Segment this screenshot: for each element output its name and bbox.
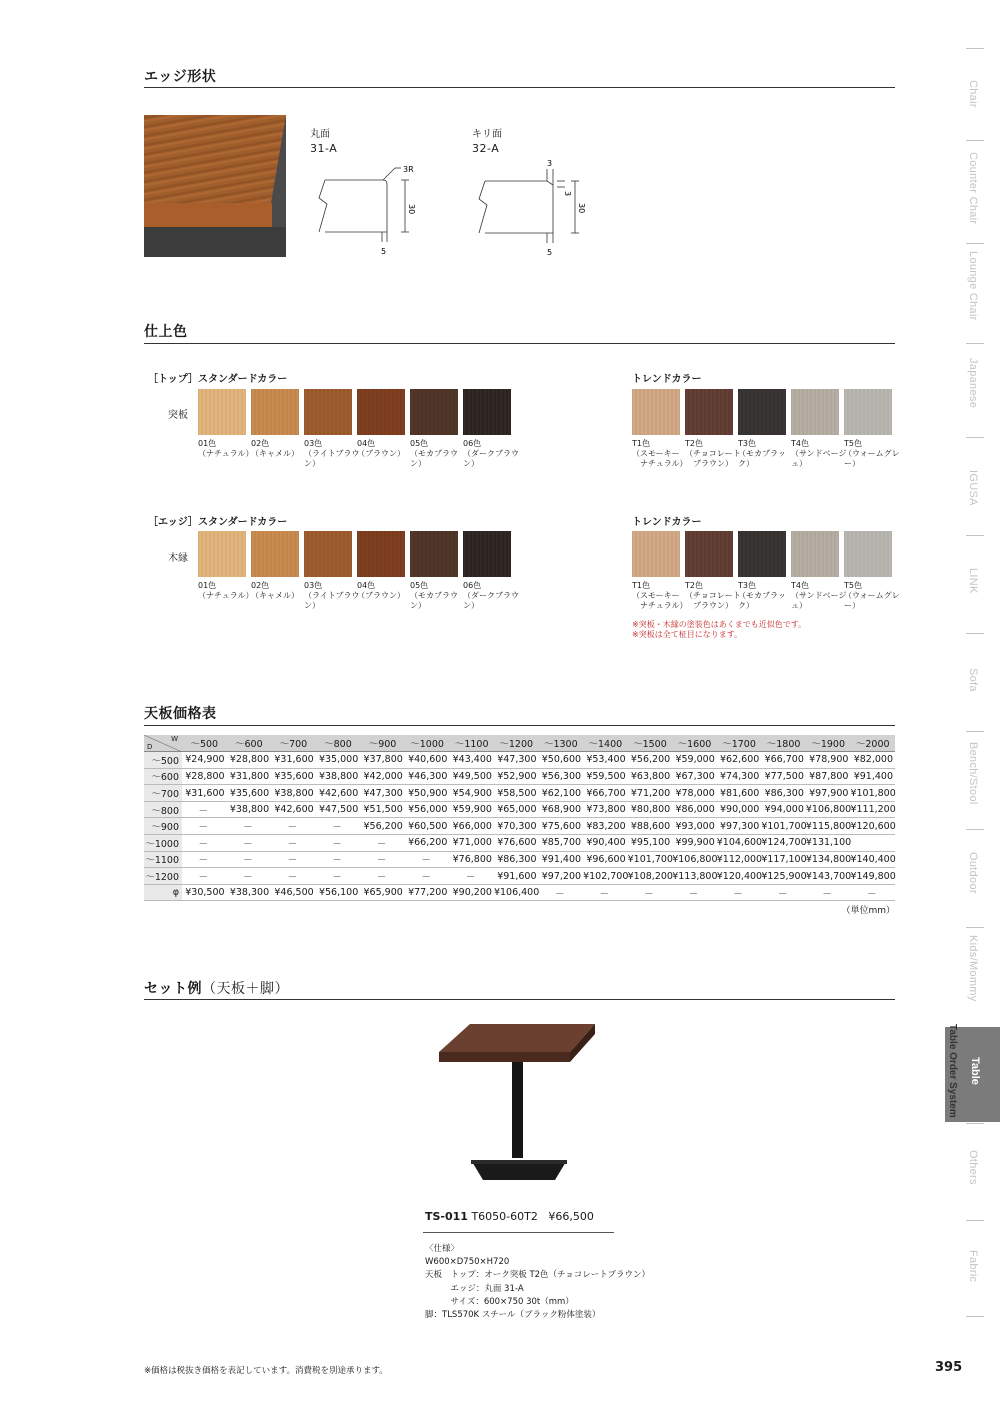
price-cell: － bbox=[198, 805, 209, 817]
price-cell: ¥42,000 bbox=[363, 770, 403, 782]
price-cell: ¥131,100 bbox=[805, 837, 852, 849]
price-col-header: ～1700 bbox=[717, 735, 762, 752]
price-cell: ¥67,300 bbox=[675, 770, 715, 782]
table-row bbox=[144, 752, 895, 769]
price-cell: － bbox=[198, 822, 209, 834]
table-row bbox=[144, 768, 895, 785]
price-cell: － bbox=[866, 888, 877, 900]
color-swatch bbox=[198, 389, 246, 435]
price-cell: ¥115,800 bbox=[805, 820, 852, 832]
price-cell: ¥35,000 bbox=[318, 754, 359, 766]
edge-section-title: エッジ形状 bbox=[144, 69, 217, 85]
color-swatch bbox=[251, 531, 299, 577]
price-cell: － bbox=[198, 838, 209, 850]
price-cell: ¥47,300 bbox=[497, 754, 537, 766]
price-cell: － bbox=[599, 888, 610, 900]
color-swatch bbox=[357, 531, 405, 577]
price-cell: ¥59,000 bbox=[675, 754, 715, 766]
price-cell: ¥31,600 bbox=[185, 787, 225, 799]
price-cell: ¥76,600 bbox=[497, 837, 537, 849]
color-swatch bbox=[632, 389, 680, 435]
price-cell: － bbox=[198, 855, 209, 867]
price-cell: ¥90,200 bbox=[452, 887, 492, 899]
spec-line: 天板 トップ：オーク突板 T2色（チョコレートブラウン） bbox=[425, 1270, 651, 1281]
price-cell: ¥35,600 bbox=[274, 770, 314, 782]
color-swatch bbox=[304, 531, 352, 577]
price-cell: ¥49,500 bbox=[452, 770, 492, 782]
table-row bbox=[144, 868, 895, 885]
price-cell: ¥78,000 bbox=[675, 787, 715, 799]
price-cell: ¥47,500 bbox=[318, 804, 359, 816]
price-cell: ¥71,200 bbox=[630, 787, 671, 799]
price-cell: ¥66,200 bbox=[408, 837, 448, 849]
price-cell: － bbox=[243, 822, 253, 834]
product-price: ¥66,500 bbox=[548, 1210, 594, 1223]
price-cell: ¥94,000 bbox=[764, 804, 804, 816]
price-col-header: ～1800 bbox=[761, 735, 806, 752]
price-section-title: 天板価格表 bbox=[144, 706, 217, 722]
price-cell: ¥28,800 bbox=[185, 770, 225, 782]
color-swatch bbox=[738, 389, 786, 435]
edge-section-rule bbox=[144, 87, 895, 88]
price-cell: － bbox=[733, 888, 743, 900]
price-cell: ¥117,100 bbox=[761, 853, 807, 865]
price-cell: ¥37,800 bbox=[363, 754, 403, 766]
price-row-header: ～1000 bbox=[144, 835, 182, 852]
price-cell: ¥87,800 bbox=[809, 770, 849, 782]
price-cell: ¥42,600 bbox=[318, 787, 359, 799]
price-cell: － bbox=[243, 872, 253, 884]
set-section-rule bbox=[144, 999, 895, 1000]
price-cell: ¥91,400 bbox=[541, 853, 582, 865]
price-cell: ¥78,900 bbox=[809, 754, 849, 766]
color-note-2: ※突板は全て柾目になります。 bbox=[632, 630, 743, 639]
page-number: 395 bbox=[935, 1360, 963, 1375]
color-swatch-caption: 06色 （ダークブラウン） bbox=[463, 581, 519, 610]
cut-edge-label: キリ面 bbox=[472, 129, 502, 140]
price-cell: － bbox=[287, 838, 298, 850]
price-cell: ¥106,400 bbox=[493, 887, 540, 899]
price-table bbox=[144, 735, 895, 901]
color-swatch bbox=[738, 531, 786, 577]
price-cell: ¥68,900 bbox=[541, 804, 582, 816]
color-swatch-caption: T1色 （スモーキー ナチュラル） bbox=[632, 439, 688, 468]
color-swatch bbox=[198, 531, 246, 577]
price-cell: ¥24,900 bbox=[185, 754, 225, 766]
price-cell: ¥77,200 bbox=[408, 887, 448, 899]
cut-width-dim: 5 bbox=[547, 248, 553, 257]
price-cell: － bbox=[421, 855, 431, 867]
side-nav: Chair Counter Chair Lounge Chair Japanese IGUSA LINK Sofa Bench/Stool Outdoor Kids/Mommy Table Others Fabric bbox=[944, 0, 1000, 1415]
price-cell: ¥80,800 bbox=[630, 804, 671, 816]
price-col-header: ～1900 bbox=[806, 735, 851, 752]
color-swatch-caption: T4色 （サンドベージュ） bbox=[791, 439, 847, 468]
corner-d-label: D bbox=[147, 743, 153, 752]
table-row bbox=[144, 851, 895, 868]
price-col-header: ～900 bbox=[360, 735, 405, 752]
price-cell: ¥101,700 bbox=[761, 820, 807, 832]
price-cell: － bbox=[243, 855, 253, 867]
price-cell: ¥120,400 bbox=[716, 870, 763, 882]
price-cell: － bbox=[376, 838, 387, 850]
price-cell: ¥76,800 bbox=[452, 853, 492, 865]
price-row-header: ～1100 bbox=[144, 851, 182, 868]
price-section-rule bbox=[144, 725, 895, 726]
price-cell: ¥124,700 bbox=[761, 837, 807, 849]
table-row bbox=[144, 835, 895, 852]
round-edge-label: 丸面 bbox=[310, 129, 330, 140]
price-cell: ¥96,600 bbox=[586, 853, 626, 865]
price-cell: － bbox=[332, 822, 342, 834]
price-col-header: ～1000 bbox=[405, 735, 450, 752]
color-swatch bbox=[304, 389, 352, 435]
finish-section-title: 仕上色 bbox=[144, 324, 188, 340]
price-cell: ¥28,800 bbox=[229, 754, 270, 766]
price-cell: ¥38,300 bbox=[229, 887, 270, 899]
price-cell: ¥65,000 bbox=[497, 804, 537, 816]
price-cell: ¥54,900 bbox=[452, 787, 492, 799]
price-cell: － bbox=[332, 838, 342, 850]
color-swatch bbox=[632, 531, 680, 577]
nav-table-order-system: Table Order System bbox=[947, 1024, 958, 1118]
color-swatch bbox=[685, 389, 733, 435]
price-unit-note: （単位mm） bbox=[841, 906, 895, 916]
price-cell: ¥56,300 bbox=[541, 770, 582, 782]
color-swatch bbox=[357, 389, 405, 435]
price-cell: － bbox=[198, 872, 209, 884]
color-swatch-caption: 03色 （ライトブラウン） bbox=[304, 439, 360, 468]
table-row bbox=[144, 818, 895, 835]
price-cell: ¥104,600 bbox=[716, 837, 763, 849]
color-swatch bbox=[685, 531, 733, 577]
price-cell: ¥97,200 bbox=[541, 870, 582, 882]
price-row-header: ～700 bbox=[144, 785, 182, 802]
edge-group-label: ［エッジ］ bbox=[148, 517, 198, 528]
price-cell: ¥66,000 bbox=[452, 820, 492, 832]
price-cell: － bbox=[822, 888, 832, 900]
round-height-dim: 30 bbox=[407, 204, 416, 215]
price-cell: ¥120,600 bbox=[850, 820, 896, 832]
price-cell: ¥40,600 bbox=[408, 754, 448, 766]
price-cell: ¥99,900 bbox=[675, 837, 715, 849]
spec-line: 〈仕様〉 bbox=[425, 1244, 460, 1254]
price-cell: ¥56,100 bbox=[318, 887, 359, 899]
price-cell: ¥90,400 bbox=[586, 837, 626, 849]
price-cell: ¥46,300 bbox=[408, 770, 448, 782]
color-swatch-caption: T4色 （サンドベージュ） bbox=[791, 581, 847, 610]
price-cell: ¥85,700 bbox=[541, 837, 582, 849]
color-swatch-caption: T5色 （ウォームグレー） bbox=[844, 439, 900, 468]
finish-section-rule bbox=[144, 343, 895, 344]
color-swatch bbox=[410, 531, 458, 577]
color-swatch bbox=[251, 389, 299, 435]
price-row-header: φ bbox=[144, 884, 182, 901]
price-cell: ¥134,800 bbox=[805, 853, 852, 865]
price-row-header: ～1200 bbox=[144, 868, 182, 885]
price-cell: ¥52,900 bbox=[497, 770, 537, 782]
set-product-name bbox=[425, 1210, 594, 1223]
corner-w-label: W bbox=[171, 735, 178, 743]
price-cell: ¥106,800 bbox=[805, 804, 852, 816]
price-cell: ¥62,600 bbox=[720, 754, 760, 766]
color-swatch bbox=[463, 531, 511, 577]
price-col-header: ～500 bbox=[182, 735, 227, 752]
price-cell bbox=[850, 835, 895, 852]
spec-line: 脚：TLS570K スチール（ブラック粉体塗装） bbox=[425, 1310, 601, 1321]
price-cell: ¥56,200 bbox=[363, 820, 403, 832]
price-cell: ¥101,800 bbox=[850, 787, 896, 799]
price-col-header: ～1400 bbox=[583, 735, 628, 752]
price-cell: ¥73,800 bbox=[586, 804, 626, 816]
price-cell: － bbox=[287, 855, 298, 867]
price-cell: ¥38,800 bbox=[229, 804, 270, 816]
price-cell: － bbox=[688, 888, 699, 900]
round-edge-diagram bbox=[305, 160, 445, 260]
price-cell: ¥66,700 bbox=[586, 787, 626, 799]
price-cell: ¥91,400 bbox=[853, 770, 893, 782]
color-swatch bbox=[791, 389, 839, 435]
price-cell: ¥58,500 bbox=[497, 787, 537, 799]
tax-footnote: ※価格は税抜き価格を表記しています。消費税を別途承ります。 bbox=[144, 1366, 388, 1376]
price-cell: ¥112,000 bbox=[716, 853, 763, 865]
price-cell: ¥42,600 bbox=[274, 804, 314, 816]
price-cell: ¥51,500 bbox=[363, 804, 403, 816]
price-col-header: ～1200 bbox=[494, 735, 539, 752]
price-cell: ¥38,800 bbox=[274, 787, 314, 799]
nav-table-active[interactable]: Table bbox=[945, 1027, 1000, 1122]
product-spec bbox=[425, 1243, 650, 1322]
edge-standard-label: スタンダードカラー bbox=[198, 517, 288, 528]
price-cell: ¥113,800 bbox=[672, 870, 718, 882]
color-swatch-caption: T2色 （チョコレート ブラウン） bbox=[685, 439, 741, 468]
price-cell: ¥71,000 bbox=[452, 837, 492, 849]
price-cell: － bbox=[555, 888, 565, 900]
top-trend-label: トレンドカラー bbox=[632, 374, 702, 385]
price-cell: ¥125,900 bbox=[761, 870, 807, 882]
price-row-header: ～900 bbox=[144, 818, 182, 835]
price-cell: － bbox=[376, 872, 387, 884]
price-cell: ¥59,500 bbox=[586, 770, 626, 782]
color-swatch-caption: T2色 （チョコレート ブラウン） bbox=[685, 581, 741, 610]
color-note-1: ※突板・木縁の塗装色はあくまでも近似色です。 bbox=[632, 620, 807, 629]
color-swatch bbox=[844, 389, 892, 435]
price-cell: ¥38,800 bbox=[318, 770, 359, 782]
price-cell: ¥60,500 bbox=[408, 820, 448, 832]
price-cell: － bbox=[777, 888, 788, 900]
price-table-corner bbox=[144, 735, 182, 752]
spec-line: サイズ：600×750 30t（mm） bbox=[425, 1296, 574, 1307]
price-cell: ¥97,300 bbox=[720, 820, 760, 832]
price-cell: ¥62,100 bbox=[541, 787, 582, 799]
price-cell: － bbox=[332, 872, 342, 884]
price-cell: ¥66,700 bbox=[764, 754, 804, 766]
price-cell: ¥108,200 bbox=[627, 870, 673, 882]
set-section-title bbox=[144, 978, 289, 998]
price-cell: ¥74,300 bbox=[720, 770, 760, 782]
price-cell: ¥149,800 bbox=[850, 870, 896, 882]
price-cell: ¥70,300 bbox=[497, 820, 537, 832]
price-cell: ¥30,500 bbox=[185, 887, 225, 899]
price-cell: ¥86,300 bbox=[497, 853, 537, 865]
color-swatch-caption: 05色 （モカブラウン） bbox=[410, 439, 458, 468]
price-cell: ¥77,500 bbox=[764, 770, 804, 782]
price-cell: － bbox=[644, 888, 654, 900]
color-swatch-caption: T1色 （スモーキー ナチュラル） bbox=[632, 581, 688, 610]
price-cell: ¥102,700 bbox=[583, 870, 629, 882]
color-swatch bbox=[844, 531, 892, 577]
price-col-header: ～600 bbox=[227, 735, 272, 752]
color-swatch-caption: 06色 （ダークブラウン） bbox=[463, 439, 519, 468]
price-cell: － bbox=[287, 872, 298, 884]
color-swatch bbox=[463, 389, 511, 435]
price-cell: ¥50,600 bbox=[541, 754, 582, 766]
price-cell: ¥53,400 bbox=[586, 754, 626, 766]
price-cell: ¥46,500 bbox=[274, 887, 314, 899]
price-cell: ¥90,000 bbox=[720, 804, 760, 816]
table-product-image bbox=[435, 1022, 605, 1182]
color-swatch-caption: 02色 （キャメル） bbox=[251, 581, 299, 600]
price-cell: ¥56,000 bbox=[408, 804, 448, 816]
price-col-header: ～1500 bbox=[628, 735, 673, 752]
color-swatch-caption: 02色 （キャメル） bbox=[251, 439, 299, 458]
color-swatch-caption: 01色 （ナチュラル） bbox=[198, 581, 254, 600]
color-swatch-caption: 05色 （モカブラウン） bbox=[410, 581, 458, 610]
price-cell: ¥75,600 bbox=[541, 820, 582, 832]
top-row-label: 突板 bbox=[168, 410, 188, 421]
price-cell: ¥31,800 bbox=[229, 770, 270, 782]
color-swatch bbox=[791, 531, 839, 577]
price-row-header: ～600 bbox=[144, 768, 182, 785]
price-cell: ¥81,600 bbox=[720, 787, 760, 799]
round-radius-dim: 3R bbox=[403, 165, 414, 174]
price-cell: ¥83,200 bbox=[586, 820, 626, 832]
price-cell: － bbox=[376, 855, 387, 867]
price-cell: － bbox=[465, 872, 476, 884]
color-swatch-caption: T3色 （モカブラック） bbox=[738, 439, 786, 468]
price-col-header: ～1100 bbox=[449, 735, 494, 752]
price-cell: ¥59,900 bbox=[452, 804, 492, 816]
color-swatch-caption: T3色 （モカブラック） bbox=[738, 581, 786, 610]
price-cell: ¥91,600 bbox=[497, 870, 537, 882]
round-width-dim: 5 bbox=[381, 247, 387, 256]
price-col-header: ～2000 bbox=[850, 735, 895, 752]
price-cell: － bbox=[287, 822, 298, 834]
cut-height-dim: 30 bbox=[577, 203, 586, 214]
price-cell: － bbox=[243, 838, 253, 850]
price-cell: ¥86,000 bbox=[675, 804, 715, 816]
color-swatch-caption: 04色 （ブラウン） bbox=[357, 439, 405, 458]
price-col-header: ～700 bbox=[271, 735, 316, 752]
price-cell: ¥93,000 bbox=[675, 820, 715, 832]
price-cell: ¥50,900 bbox=[408, 787, 448, 799]
spec-line: エッジ：丸面 31-A bbox=[425, 1283, 524, 1294]
price-cell: ¥86,300 bbox=[764, 787, 804, 799]
price-cell: ¥95,100 bbox=[630, 837, 671, 849]
color-swatch-caption: T5色 （ウォームグレー） bbox=[844, 581, 900, 610]
price-cell: － bbox=[421, 872, 431, 884]
cut-top-dim: 3 bbox=[547, 159, 553, 168]
price-cell: ¥97,900 bbox=[809, 787, 849, 799]
price-cell: ¥31,600 bbox=[274, 754, 314, 766]
set-title-main: セット例 bbox=[144, 981, 202, 997]
price-cell: ¥63,800 bbox=[630, 770, 671, 782]
price-cell: ¥82,000 bbox=[853, 754, 893, 766]
price-row-header: ～500 bbox=[144, 752, 182, 769]
price-col-header: ～1300 bbox=[539, 735, 584, 752]
edge-sample-photo bbox=[144, 115, 286, 257]
color-swatch bbox=[410, 389, 458, 435]
price-cell: ¥88,600 bbox=[630, 820, 671, 832]
color-swatch-caption: 01色 （ナチュラル） bbox=[198, 439, 254, 458]
table-row bbox=[144, 785, 895, 802]
price-cell: ¥35,600 bbox=[229, 787, 270, 799]
price-cell: ¥56,200 bbox=[630, 754, 671, 766]
price-col-header: ～800 bbox=[316, 735, 361, 752]
top-standard-label: スタンダードカラー bbox=[198, 374, 288, 385]
price-cell: ¥140,400 bbox=[850, 853, 896, 865]
cut-edge-code: 32-A bbox=[472, 142, 500, 155]
price-cell: ¥65,900 bbox=[363, 887, 403, 899]
set-title-suffix: （天板＋脚） bbox=[202, 981, 289, 997]
price-cell: ¥43,400 bbox=[452, 754, 492, 766]
product-rule bbox=[423, 1232, 614, 1233]
color-swatch-caption: 03色 （ライトブラウン） bbox=[304, 581, 360, 610]
spec-line: W600×D750×H720 bbox=[425, 1257, 510, 1268]
top-group-label: ［トップ］ bbox=[148, 374, 198, 385]
price-cell: ¥106,800 bbox=[672, 853, 718, 865]
color-swatch-caption: 04色 （ブラウン） bbox=[357, 581, 405, 600]
price-col-header: ～1600 bbox=[672, 735, 717, 752]
price-cell: ¥47,300 bbox=[363, 787, 403, 799]
price-cell: － bbox=[332, 855, 342, 867]
product-model: T6050-60T2 bbox=[471, 1210, 538, 1223]
cut-edge-diagram bbox=[465, 155, 605, 260]
edge-trend-label: トレンドカラー bbox=[632, 517, 702, 528]
cut-side-dim: 3 bbox=[563, 191, 572, 197]
round-edge-code: 31-A bbox=[310, 142, 338, 155]
price-row-header: ～800 bbox=[144, 801, 182, 818]
edge-row-label: 木縁 bbox=[168, 553, 188, 564]
price-cell: ¥101,700 bbox=[627, 853, 673, 865]
table-row bbox=[144, 884, 895, 901]
product-code: TS-011 bbox=[425, 1210, 468, 1223]
price-cell: ¥111,200 bbox=[850, 804, 896, 816]
table-row bbox=[144, 801, 895, 818]
price-cell: ¥143,700 bbox=[805, 870, 852, 882]
